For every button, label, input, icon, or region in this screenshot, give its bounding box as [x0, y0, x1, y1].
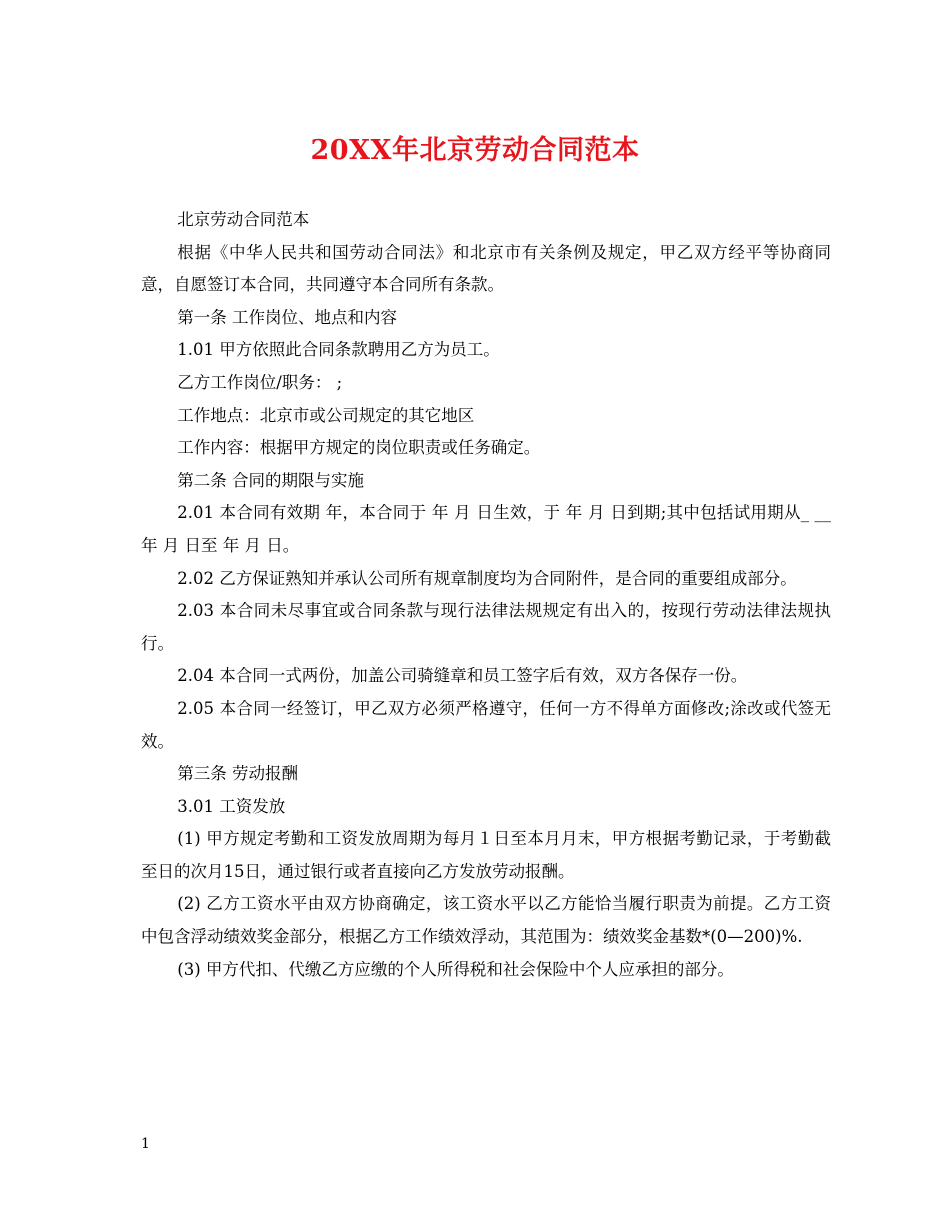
paragraph: 2.05 本合同一经签订，甲乙双方必须严格遵守，任何一方不得单方面修改;涂改或代签无效。 — [141, 698, 831, 751]
paragraph: 2.04 本合同一式两份，加盖公司骑缝章和员工签字后有效，双方各保存一份。 — [177, 666, 748, 686]
paragraph: 2.03 本合同未尽事宜或合同条款与现行法律法规规定有出入的，按现行劳动法律法规执行。 — [141, 601, 831, 653]
paragraph: 北京劳动合同范本 — [177, 210, 310, 229]
section-heading: 第二条 合同的期限与实施 — [177, 470, 365, 490]
paragraph: (1) 甲方规定考勤和工资发放周期为每月１日至本月月末，甲方根据考勤记录，于考勤截至日的次月15日，通过银行或者直接向乙方发放劳动报酬。 — [141, 829, 831, 881]
paragraph: 根据《中华人民共和国劳动合同法》和北京市有关条例及规定，甲乙双方经平等协商同意，自愿签订本合同，共同遵守本合同所有条款。 — [141, 242, 831, 295]
page-number: 1 — [141, 1136, 150, 1152]
section-heading: 第一条 工作岗位、地点和内容 — [177, 307, 398, 327]
document-body — [141, 204, 831, 986]
paragraph: 工作地点：北京市或公司规定的其它地区 — [177, 405, 475, 425]
document-title: 20XX年北京劳动合同范本 — [310, 135, 640, 166]
paragraph: 3.01 工资发放 — [177, 796, 286, 816]
paragraph: 乙方工作岗位/职务： ; — [177, 372, 343, 392]
paragraph: (3) 甲方代扣、代缴乙方应缴的个人所得税和社会保险中个人应承担的部分。 — [177, 959, 734, 979]
paragraph: 2.02 乙方保证熟知并承认公司所有规章制度均为合同附件，是合同的重要组成部分。 — [177, 568, 797, 588]
paragraph: (2) 乙方工资水平由双方协商确定，该工资水平以乙方能恰当履行职责为前提。乙方工资中包含浮动绩效奖金部分，根据乙方工作绩效浮动，其范围为：绩效奖金基数*(0—200)%. — [141, 894, 831, 947]
paragraph: 工作内容：根据甲方规定的岗位职责或任务确定。 — [177, 438, 541, 458]
paragraph: 2.01 本合同有效期 年，本合同于 年 月 日生效，于 年 月 日到期;其中包括试用期从_ __年 月 日至 年 月 日。 — [141, 503, 831, 555]
paragraph: 1.01 甲方依照此合同条款聘用乙方为员工。 — [177, 340, 500, 360]
section-heading: 第三条 劳动报酬 — [177, 764, 299, 784]
